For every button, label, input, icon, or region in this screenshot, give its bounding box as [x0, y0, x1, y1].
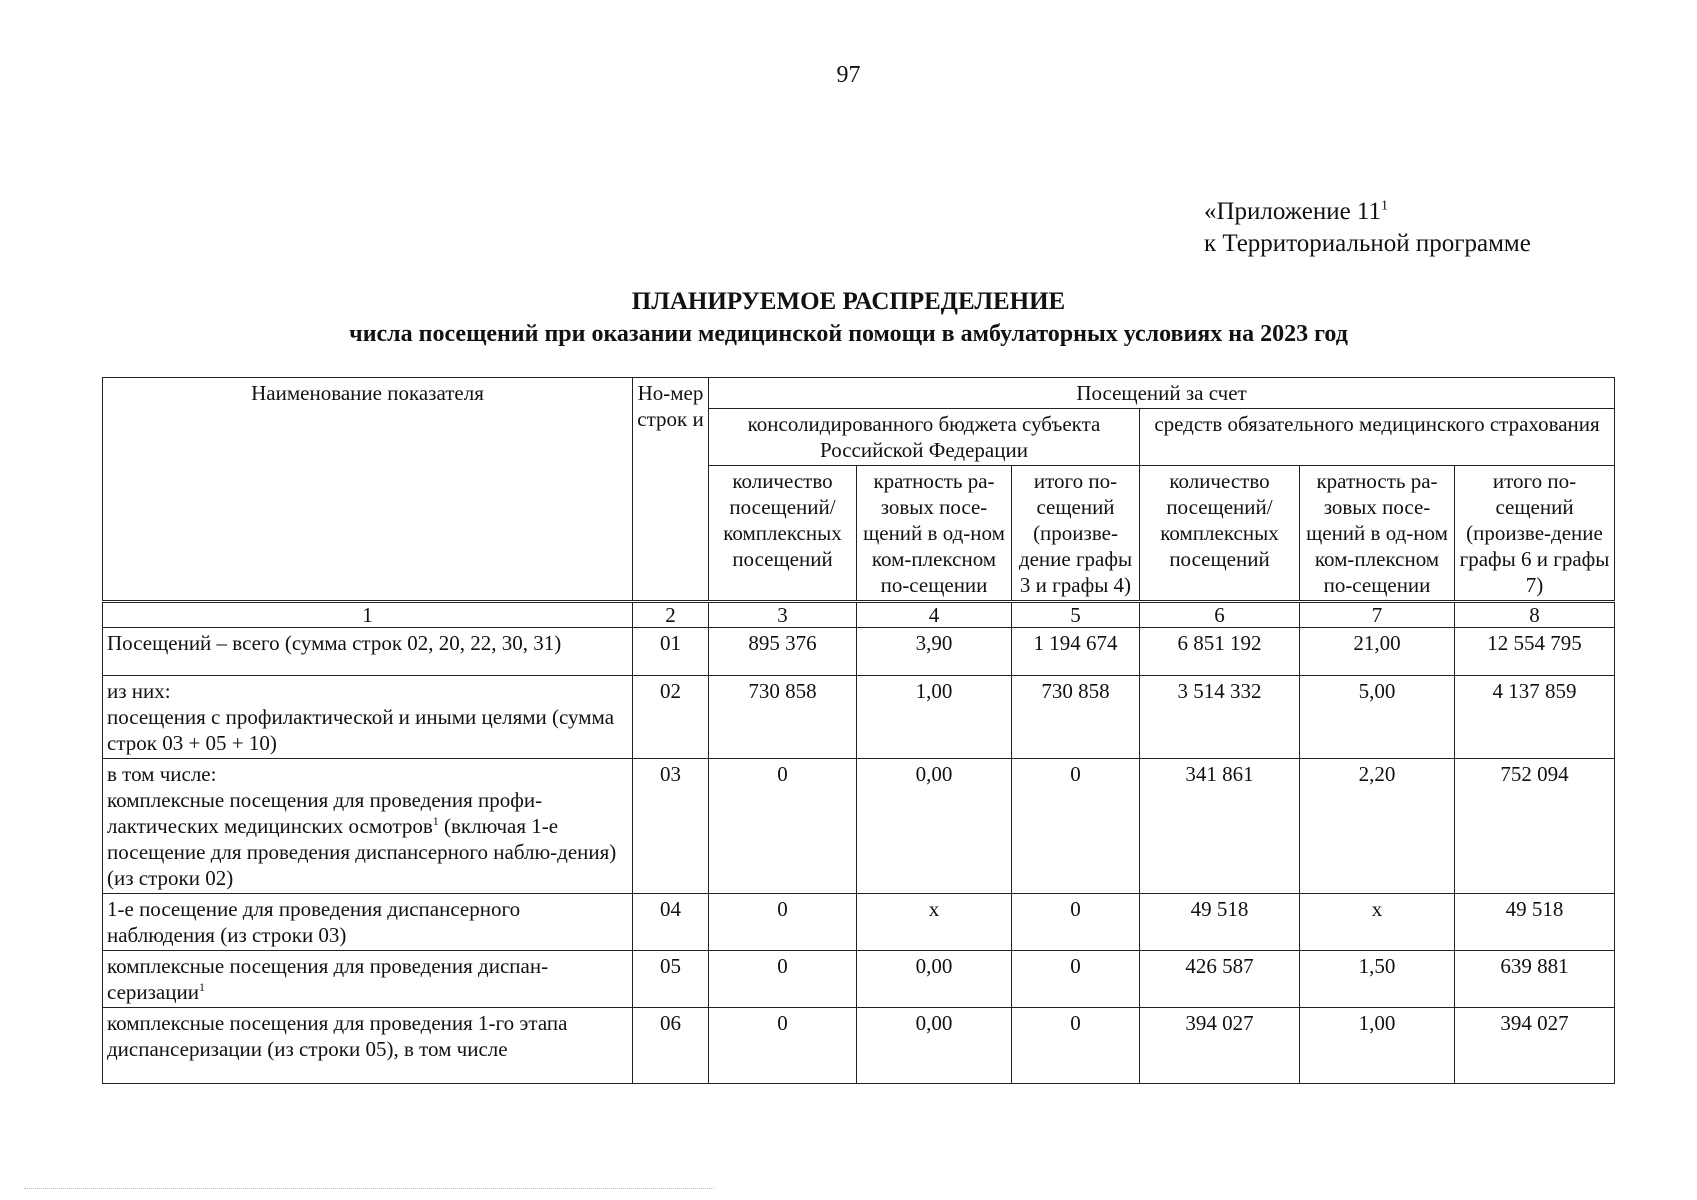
row-value-c4: х	[857, 894, 1012, 951]
row-value-c5: 0	[1012, 894, 1140, 951]
annex-line2: к Территориальной программе	[1204, 230, 1531, 257]
row-value-c3: 0	[709, 894, 857, 951]
row-name-text: Посещений – всего (сумма строк 02, 20, 22, 30, 31)	[107, 631, 562, 655]
document-title-block	[0, 286, 1697, 350]
row-name	[103, 894, 633, 951]
row-value-c7: 2,20	[1300, 759, 1455, 894]
row-number: 03	[633, 759, 709, 894]
table-row	[103, 759, 1615, 894]
document-title: ПЛАНИРУЕМОЕ РАСПРЕДЕЛЕНИЕ	[631, 288, 1066, 315]
table-row	[103, 951, 1615, 1008]
table-row	[103, 676, 1615, 759]
header-budget-group: консолидированного бюджета субъекта Российской Федерации	[709, 409, 1140, 466]
header-row-1	[103, 378, 1615, 409]
header-visits-by-source: Посещений за счет	[709, 378, 1615, 409]
table-row	[103, 628, 1615, 676]
column-number: 6	[1140, 602, 1300, 628]
row-value-c3: 895 376	[709, 628, 857, 676]
header-indicator: Наименование показателя	[103, 378, 633, 602]
row-value-c4: 0,00	[857, 1008, 1012, 1084]
row-number: 05	[633, 951, 709, 1008]
header-col3: количество посещений/ комплексных посещений	[709, 466, 857, 602]
distribution-table	[102, 377, 1615, 1084]
row-number: 01	[633, 628, 709, 676]
annex-line1	[1204, 196, 1531, 228]
row-name	[103, 759, 633, 894]
header-col7: кратность ра-зовых посе-щений в од-ном ком-плексном по-сещении	[1300, 466, 1455, 602]
header-row-number: Но-мер строк и	[633, 378, 709, 602]
page-number: 97	[836, 62, 861, 88]
row-number: 04	[633, 894, 709, 951]
header-col8: итого по-сещений (произве-дение графы 6 и графы 7)	[1455, 466, 1615, 602]
row-number: 06	[633, 1008, 709, 1084]
header-col6: количество посещений/ комплексных посещений	[1140, 466, 1300, 602]
row-value-c4: 1,00	[857, 676, 1012, 759]
header-col4: кратность ра-зовых посе-щений в од-ном ком-плексном по-сещении	[857, 466, 1012, 602]
row-value-c6: 49 518	[1140, 894, 1300, 951]
column-number: 7	[1300, 602, 1455, 628]
row-value-c6: 426 587	[1140, 951, 1300, 1008]
row-name-text: из них: посещения с профилактической и иными целями (сумма строк 03 + 05 + 10)	[107, 679, 615, 755]
row-name	[103, 676, 633, 759]
row-value-c5: 0	[1012, 759, 1140, 894]
row-value-c4: 0,00	[857, 759, 1012, 894]
column-number: 8	[1455, 602, 1615, 628]
table-row	[103, 894, 1615, 951]
row-name-text: комплексные посещения для проведения 1-го этапа диспансеризации (из строки 05), в том числе	[107, 1011, 568, 1061]
row-value-c8: 12 554 795	[1455, 628, 1615, 676]
row-value-c3: 0	[709, 951, 857, 1008]
row-value-c3: 0	[709, 1008, 857, 1084]
column-number: 2	[633, 602, 709, 628]
row-value-c4: 0,00	[857, 951, 1012, 1008]
footer-divider	[24, 1188, 714, 1189]
row-value-c8: 4 137 859	[1455, 676, 1615, 759]
column-number: 1	[103, 602, 633, 628]
row-value-c5: 0	[1012, 951, 1140, 1008]
table-body	[103, 628, 1615, 1084]
document-subtitle: числа посещений при оказании медицинской помощи в амбулаторных условиях на 2023 год	[349, 321, 1348, 347]
header-oms-group: средств обязательного медицинского страхования	[1140, 409, 1615, 466]
row-value-c8: 639 881	[1455, 951, 1615, 1008]
row-name-superscript: 1	[198, 980, 205, 994]
annex-superscript: 1	[1381, 198, 1389, 214]
row-value-c6: 394 027	[1140, 1008, 1300, 1084]
row-value-c8: 752 094	[1455, 759, 1615, 894]
column-number: 4	[857, 602, 1012, 628]
row-name-text: в том числе: комплексные посещения для проведения профи-лактических медицинских осмотров	[107, 762, 543, 838]
annex-block	[1204, 196, 1531, 260]
row-number: 02	[633, 676, 709, 759]
row-value-c7: 1,00	[1300, 1008, 1455, 1084]
annex-title: «Приложение 11	[1204, 198, 1382, 225]
row-value-c6: 3 514 332	[1140, 676, 1300, 759]
header-col5: итого по-сещений (произве-дение графы 3 и графы 4)	[1012, 466, 1140, 602]
row-value-c8: 49 518	[1455, 894, 1615, 951]
row-name	[103, 951, 633, 1008]
row-value-c3: 0	[709, 759, 857, 894]
row-value-c7: 21,00	[1300, 628, 1455, 676]
column-number: 3	[709, 602, 857, 628]
row-value-c5: 730 858	[1012, 676, 1140, 759]
row-value-c3: 730 858	[709, 676, 857, 759]
row-name-superscript: 1	[432, 814, 439, 828]
row-name	[103, 1008, 633, 1084]
row-name-text: 1-е посещение для проведения диспансерного наблюдения (из строки 03)	[107, 897, 521, 947]
row-value-c5: 0	[1012, 1008, 1140, 1084]
column-numbers-row	[103, 602, 1615, 628]
row-name-tail: (включая 1-е посещение для проведения диспансерного наблю-дения) (из строки 02)	[107, 814, 617, 890]
column-number: 5	[1012, 602, 1140, 628]
row-value-c4: 3,90	[857, 628, 1012, 676]
row-value-c7: х	[1300, 894, 1455, 951]
row-name-text: комплексные посещения для проведения диспан-серизации	[107, 954, 549, 1004]
row-name	[103, 628, 633, 676]
row-value-c5: 1 194 674	[1012, 628, 1140, 676]
table-row	[103, 1008, 1615, 1084]
row-value-c8: 394 027	[1455, 1008, 1615, 1084]
row-value-c6: 341 861	[1140, 759, 1300, 894]
row-value-c7: 1,50	[1300, 951, 1455, 1008]
row-value-c7: 5,00	[1300, 676, 1455, 759]
row-value-c6: 6 851 192	[1140, 628, 1300, 676]
